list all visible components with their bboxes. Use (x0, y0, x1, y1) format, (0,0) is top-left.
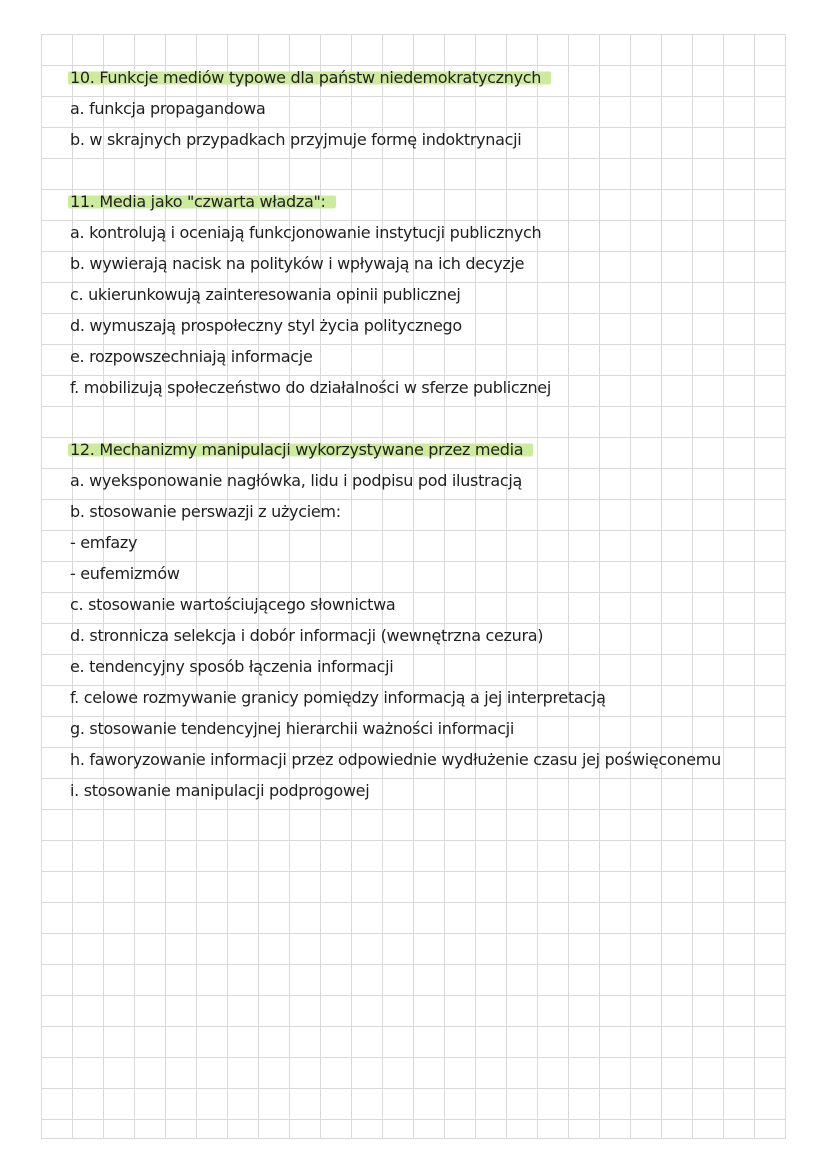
spacer (70, 155, 770, 186)
heading-highlight: 11. Media jako "czwarta władza": (68, 192, 336, 211)
section-heading (70, 62, 770, 93)
notes (70, 62, 770, 806)
list-item: b. wywierają nacisk na polityków i wpływają na ich decyzje (70, 254, 525, 273)
spacer (70, 403, 770, 434)
list-item: a. kontrolują i oceniają funkcjonowanie instytucji publicznych (70, 223, 542, 242)
section-heading (70, 186, 770, 217)
heading-highlight: 12. Mechanizmy manipulacji wykorzystywane przez media (68, 440, 533, 459)
heading-highlight: 10. Funkcje mediów typowe dla państw niedemokratycznych (68, 68, 551, 87)
list-item: g. stosowanie tendencyjnej hierarchii ważności informacji (70, 719, 515, 738)
list-item: d. stronnicza selekcja i dobór informacji (wewnętrzna cezura) (70, 626, 544, 645)
list-item: b. w skrajnych przypadkach przyjmuje formę indoktrynacji (70, 130, 522, 149)
list-item: d. wymuszają prospołeczny styl życia politycznego (70, 316, 462, 335)
list-item: f. celowe rozmywanie granicy pomiędzy informacją a jej interpretacją (70, 688, 606, 707)
list-item: b. stosowanie perswazji z użyciem: (70, 502, 341, 521)
list-item: h. faworyzowanie informacji przez odpowiednie wydłużenie czasu jej poświęconemu (70, 750, 721, 769)
list-item: a. wyeksponowanie nagłówka, lidu i podpisu pod ilustracją (70, 471, 522, 490)
list-item: c. stosowanie wartościującego słownictwa (70, 595, 396, 614)
list-item: e. rozpowszechniają informacje (70, 347, 313, 366)
list-item: i. stosowanie manipulacji podprogowej (70, 781, 370, 800)
list-item: a. funkcja propagandowa (70, 99, 266, 118)
list-item: - eufemizmów (70, 564, 180, 583)
section-heading (70, 434, 770, 465)
list-item: e. tendencyjny sposób łączenia informacji (70, 657, 394, 676)
list-item: c. ukierunkowują zainteresowania opinii publicznej (70, 285, 461, 304)
list-item: f. mobilizują społeczeństwo do działalności w sferze publicznej (70, 378, 551, 397)
list-item: - emfazy (70, 533, 138, 552)
